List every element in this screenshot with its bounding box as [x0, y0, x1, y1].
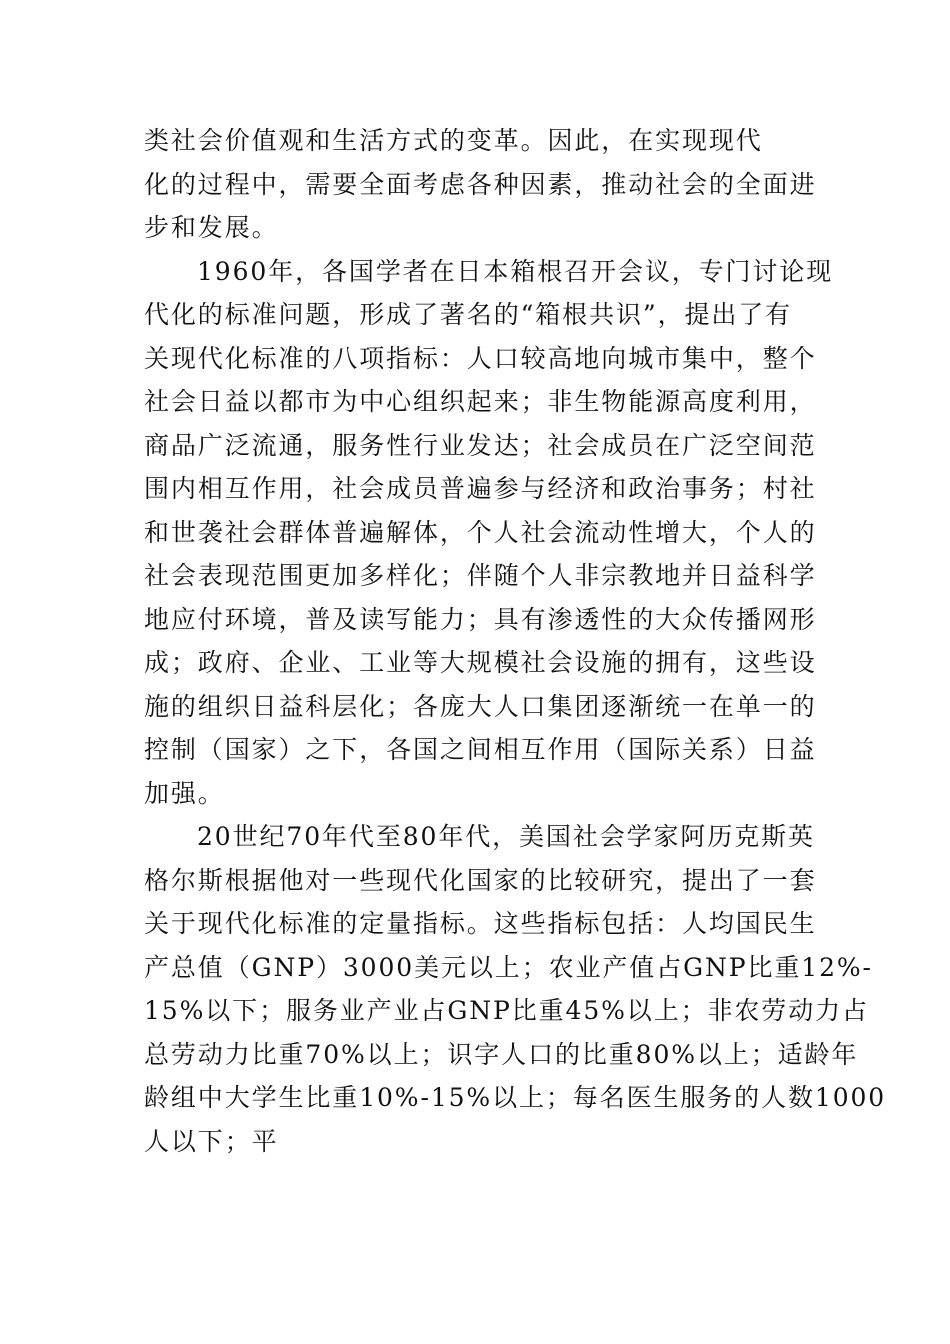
text-line: 化的过程中，需要全面考虑各种因素，推动社会的全面进 [144, 169, 817, 199]
text-line: 围内相互作用，社会成员普遍参与经济和政治事务；村社 [144, 474, 817, 503]
text-line: 产总值（GNP）3000美元以上；农业产值占GNP比重12%- [144, 952, 873, 982]
text-line: 龄组中大学生比重10%-15%以上；每名医生服务的人数1000 [144, 1083, 887, 1112]
text-line: 地应付环境，普及读写能力；具有渗透性的大众传播网形 [144, 604, 817, 634]
text-line: 格尔斯根据他对一些现代化国家的比较研究，提出了一套 [144, 865, 817, 895]
text-line: 社会表现范围更加多样化；伴随个人非宗教地并日益科学 [144, 561, 817, 590]
paragraph-start-line: 1960年，各国学者在日本箱根召开会议，专门讨论现 [197, 256, 834, 286]
text-line: 商品广泛流通，服务性行业发达；社会成员在广泛空间范 [144, 430, 817, 460]
text-line: 关于现代化标准的定量指标。这些指标包括：人均国民生 [144, 909, 817, 938]
text-line: 15%以下；服务业产业占GNP比重45%以上；非农劳动力占 [144, 996, 869, 1025]
text-line: 社会日益以都市为中心组织起来；非生物能源高度利用， [144, 387, 817, 416]
text-line: 代化的标准问题，形成了著名的“箱根共识”，提出了有 [144, 300, 793, 329]
text-line: 施的组织日益科层化；各庞大人口集团逐渐统一在单一的 [144, 691, 817, 721]
text-line: 人以下；平 [144, 1126, 279, 1156]
text-line: 关现代化标准的八项指标：人口较高地向城市集中，整个 [144, 343, 817, 373]
text-line: 加强。 [144, 778, 225, 808]
paragraph-start-line: 20世纪70年代至80年代，美国社会学家阿历克斯英 [197, 822, 815, 851]
text-line: 和世袭社会群体普遍解体，个人社会流动性增大，个人的 [144, 517, 817, 547]
body-text [144, 119, 887, 1163]
text-line: 成；政府、企业、工业等大规模社会设施的拥有，这些设 [144, 648, 817, 677]
text-line: 总劳动力比重70%以上；识字人口的比重80%以上；适龄年 [144, 1039, 859, 1069]
text-line: 控制（国家）之下，各国之间相互作用（国际关系）日益 [144, 735, 817, 764]
text-line: 类社会价值观和生活方式的变革。因此，在实现现代 [144, 126, 763, 155]
text-line: 步和发展。 [144, 213, 279, 242]
